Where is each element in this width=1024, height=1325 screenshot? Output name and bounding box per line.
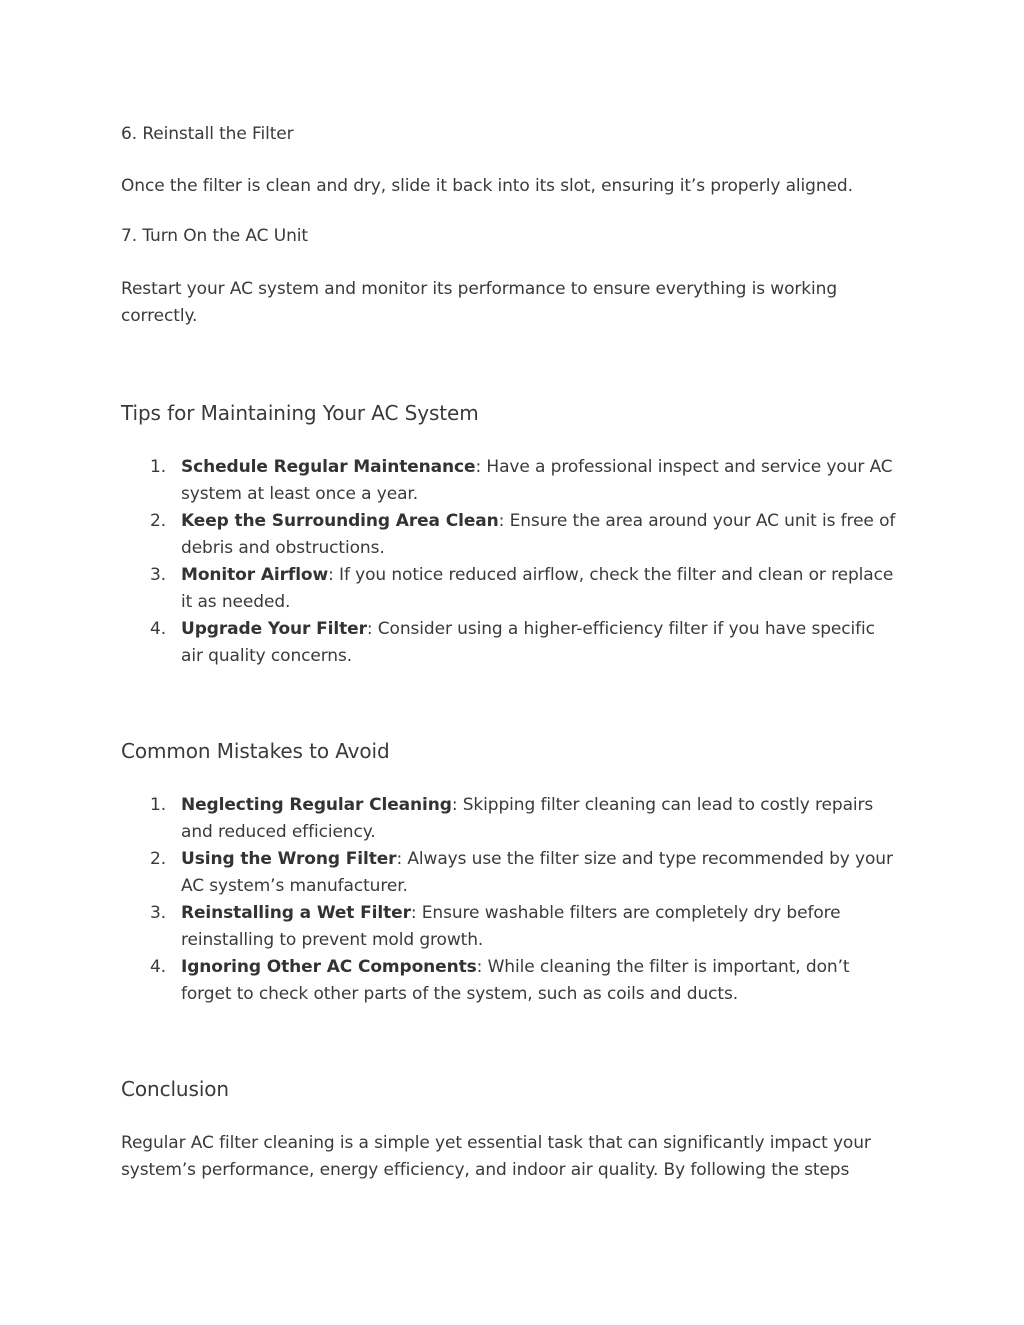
- mistakes-list: [121, 792, 901, 1008]
- list-number: 1.: [150, 795, 167, 815]
- list-term: Neglecting Regular Cleaning: [181, 795, 452, 815]
- list-number: 4.: [150, 957, 167, 977]
- list-item: [121, 508, 901, 562]
- list-desc: : Always use the filter size and type recommended by your AC system’s manufacturer.: [181, 849, 893, 896]
- list-item: [121, 562, 901, 616]
- list-number: 4.: [150, 619, 167, 639]
- list-number: 3.: [150, 903, 167, 923]
- list-number: 2.: [150, 849, 167, 869]
- list-item: [121, 954, 901, 1008]
- list-desc: : Have a professional inspect and service your AC system at least once a year.: [181, 457, 893, 504]
- list-desc: : If you notice reduced airflow, check the filter and clean or replace it as needed.: [181, 565, 894, 612]
- step-7-text: Restart your AC system and monitor its performance to ensure everything is working correctly.: [121, 279, 838, 326]
- list-item: [121, 846, 901, 900]
- list-item: [121, 900, 901, 954]
- list-item: [121, 792, 901, 846]
- list-number: 3.: [150, 565, 167, 585]
- list-number: 1.: [150, 457, 167, 477]
- list-term: Keep the Surrounding Area Clean: [181, 511, 499, 531]
- list-desc: : Ensure the area around your AC unit is free of debris and obstructions.: [181, 511, 896, 558]
- list-term: Schedule Regular Maintenance: [181, 457, 476, 477]
- list-term: Reinstalling a Wet Filter: [181, 903, 411, 923]
- list-term: Using the Wrong Filter: [181, 849, 397, 869]
- tips-heading: Tips for Maintaining Your AC System: [121, 401, 479, 425]
- list-desc: : Ensure washable filters are completely dry before reinstalling to prevent mold growth.: [181, 903, 841, 950]
- step-7-heading: 7. Turn On the AC Unit: [121, 226, 308, 246]
- list-term: Monitor Airflow: [181, 565, 329, 585]
- list-item: [121, 616, 901, 670]
- mistakes-heading: Common Mistakes to Avoid: [121, 739, 390, 763]
- tips-list: [121, 454, 901, 670]
- list-desc: : While cleaning the filter is important, don’t forget to check other parts of the system, such as coils and ducts.: [181, 957, 850, 1004]
- conclusion-heading: Conclusion: [121, 1077, 229, 1101]
- list-number: 2.: [150, 511, 167, 531]
- list-item: [121, 454, 901, 508]
- list-term: Ignoring Other AC Components: [181, 957, 477, 977]
- list-desc: : Skipping filter cleaning can lead to costly repairs and reduced efficiency.: [181, 795, 874, 842]
- conclusion-text: Regular AC filter cleaning is a simple yet essential task that can significantly impact your system’s performance, energy efficiency, and indoor air quality. By following the steps: [121, 1133, 871, 1180]
- step-6-text: Once the filter is clean and dry, slide it back into its slot, ensuring it’s properly aligned.: [121, 176, 853, 196]
- list-term: Upgrade Your Filter: [181, 619, 367, 639]
- list-desc: : Consider using a higher-efficiency filter if you have specific air quality concerns.: [181, 619, 875, 666]
- step-6-heading: 6. Reinstall the Filter: [121, 124, 294, 144]
